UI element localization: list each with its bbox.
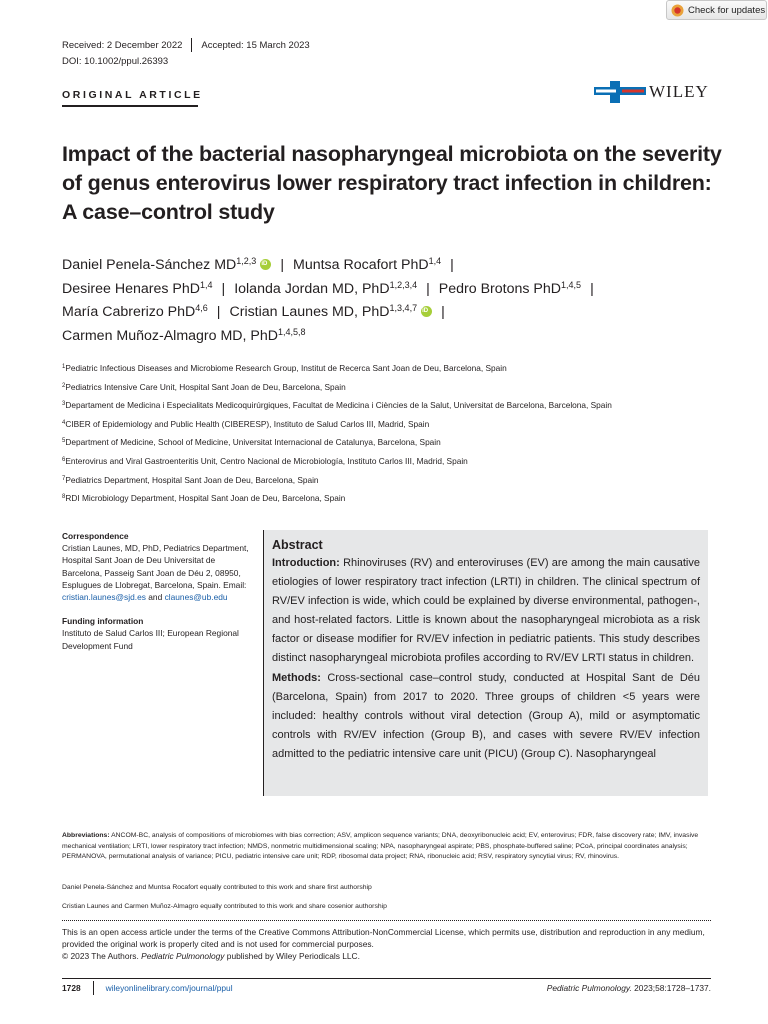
senior-author-footnote: Cristian Launes and Carmen Muñoz-Almagro equally contributed to this work and share cosenior authorship — [62, 903, 387, 910]
affiliation: $^4$CIBER of Epidemiology and Public Health (CIBERESP), Instituto de Salud Carlos III, Madrid, Spain — [62, 418, 430, 429]
check-updates-icon — [671, 4, 684, 17]
affiliation-list — [62, 362, 722, 511]
author[interactable]: Cristian Launes MD, PhD$^{1,3,4,7}$iD — [229, 304, 432, 320]
funding-heading: Funding information — [62, 616, 144, 627]
license-text: This is an open access article under the terms of the Creative Commons Attribution-NonCommercial License, which permits use, distribution and reproduction in any medium, provided the original work is properly cited and is not used for commercial purposes. © 2023 The Authors. Pediatric Pulmonology published by Wiley Periodicals LLC. — [62, 927, 705, 962]
open-access-cross-icon — [594, 81, 646, 103]
author[interactable]: Daniel Penela-Sánchez MD$^{1,2,3}$iD — [62, 257, 271, 273]
affiliation: $^7$Pediatrics Department, Hospital Sant Joan de Deu, Barcelona, Spain — [62, 474, 319, 485]
author[interactable]: Carmen Muñoz-Almagro MD, PhD$^{1,4,5,8}$ — [62, 326, 306, 344]
author[interactable]: Muntsa Rocafort PhD$^{1,4}$ — [293, 256, 442, 273]
affiliation: $^1$Pediatric Infectious Diseases and Microbiome Research Group, Institut de Recerca Sant Joan de Deu, Barcelona, Spain — [62, 363, 507, 373]
license-divider — [62, 920, 711, 921]
correspondence-heading: Correspondence — [62, 531, 129, 541]
article-type-rule — [62, 105, 198, 107]
email-link[interactable]: cristian.launes@sjd.es — [62, 592, 146, 603]
publisher-logo[interactable] — [594, 81, 709, 103]
wiley-wordmark: WILEY — [649, 82, 709, 101]
doi[interactable]: DOI: 10.1002/ppul.26393 — [62, 56, 169, 67]
check-for-updates-label: Check for updates — [688, 4, 766, 16]
abstract-heading: Abstract — [272, 538, 323, 552]
abbreviations: Abbreviations: ANCOM-BC, analysis of compositions of microbiomes with bias correction; ASV, amplicon sequence variants; DNA, deoxyribonucleic acid; EV, enterovirus; FDR, false discovery rate; IMV, invasive mechanical ventilation; LRTI, lower respiratory tract infection; NMDS, nonmetric multidimensional scaling; NPA, nasopharyngeal aspirate; PBS, phosphate-buffered saline; PCoA, principal coordinates analysis; PERMANOVA, permutational analysis of variance; PICU, pediatric intensive care unit; RDP, ribosomal data project; RNA, ribonucleic acid; RSV, respiratory syncytial virus; RV, rhinovirus. — [62, 832, 699, 861]
abstract-introduction: Introduction: Rhinoviruses (RV) and enteroviruses (EV) are among the main causative etiologies of lower respiratory tract infection (LRTI) in children. The clinical spectrum of RV/EV infection is wide, which could be explained by diverse environmental, pathogen-, and host-related factors. Little is known about the nasopharyngeal microbiota as a risk factor or disease modifier for RV/EV infection in pediatric patients. This study describes distinct nasopharyngeal microbiota profiles according to RV/EV LRTI status in children. — [272, 557, 700, 665]
affiliation: $^5$Department of Medicine, School of Medicine, Universitat Internacional de Catalunya, Barcelona, Spain — [62, 437, 441, 448]
date-divider — [191, 38, 192, 52]
affiliation: $^2$Pediatrics Intensive Care Unit, Hospital Sant Joan de Deu, Barcelona, Spain — [62, 381, 346, 392]
received-date: Received: 2 December 2022 — [62, 39, 183, 51]
article-type: ORIGINAL ARTICLE — [62, 89, 203, 101]
journal-url-link[interactable]: wileyonlinelibrary.com/journal/ppul — [105, 983, 233, 993]
author[interactable]: Desiree Henares PhD$^{1,4}$ — [62, 279, 213, 297]
correspondence-body: Cristian Launes, MD, PhD, Pediatrics Department, Hospital Sant Joan de Deu Universitat de Barcelona, Passeig Sant Joan de Déu 2, 08950, Esplugues de Llobregat, Barcelona, Spain. Email: cristian.launes@sjd.es and claunes@ub.edu — [62, 543, 249, 603]
abstract-box — [263, 530, 708, 796]
article-dates — [62, 38, 310, 52]
abstract-methods: Methods: Cross-sectional case–control study, conducted at Hospital Sant de Déu (Barcelona, Spain) from 2017 to 2020. Three groups of children <5 years were included: healthy controls without viral detection (Group A), mild or asymptomatic controls with RV/EV infection (Group B), and cases with severe RV/EV infection admitted to the pediatric intensive care unit (PICU) (Group C). Nasopharyngeal — [272, 671, 701, 760]
footer-divider — [93, 981, 94, 995]
article-title: Impact of the bacterial nasopharyngeal microbiota on the severity of genus enterovirus lower respiratory tract infection in children: A case–control study — [62, 142, 722, 224]
funding-body: Instituto de Salud Carlos III; European Regional Development Fund — [62, 628, 239, 651]
author[interactable]: Iolanda Jordan MD, PhD$^{1,2,3,4}$ — [234, 279, 418, 297]
accepted-date: Accepted: 15 March 2023 — [201, 39, 310, 51]
correspondence-sidebar — [62, 530, 254, 652]
author[interactable]: Pedro Brotons PhD$^{1,4,5}$ — [438, 279, 582, 297]
page-footer — [62, 981, 711, 995]
orcid-icon[interactable] — [421, 306, 432, 317]
author-list: Daniel Penela-Sánchez MD$^{1,2,3}$iD | Muntsa Rocafort PhD$^{1,4}$ | Desiree Henares PhD$^{1,4}$ | Iolanda Jordan MD, PhD$^{1,2,3,4}$ | Pedro Brotons PhD$^{1,4,5}$ | María Cabrerizo PhD$^{4,6}$ | Cristian Launes MD, PhD$^{1,3,4,7}$iD | Carmen Muñoz-Almagro MD, PhD$^{1,4,5,8}$ — [62, 254, 722, 348]
affiliation: $^6$Enterovirus and Viral Gastroenteritis Unit, Centro Nacional de Microbiología, Instituto Carlos III, Madrid, Spain — [62, 455, 468, 466]
page-number: 1728 — [62, 983, 81, 993]
email-link[interactable]: claunes@ub.edu — [164, 592, 228, 603]
footer-rule — [62, 978, 711, 979]
author[interactable]: María Cabrerizo PhD$^{4,6}$ — [62, 303, 208, 320]
affiliation: $^8$RDI Microbiology Department, Hospital Sant Joan de Deu, Barcelona, Spain — [62, 493, 346, 504]
check-for-updates-button[interactable] — [666, 0, 767, 20]
orcid-icon[interactable] — [260, 259, 271, 270]
first-author-footnote: Daniel Penela-Sánchez and Muntsa Rocafort equally contributed to this work and share first authorship — [62, 884, 372, 891]
journal-citation: Pediatric Pulmonology. 2023;58:1728–1737. — [546, 983, 711, 993]
affiliation: $^3$Departament de Medicina i Especialitats Medicoquirúrgiques, Facultat de Medicina i Ciències de la Salut, Universitat de Barcelona, Barcelona, Spain — [62, 400, 612, 411]
